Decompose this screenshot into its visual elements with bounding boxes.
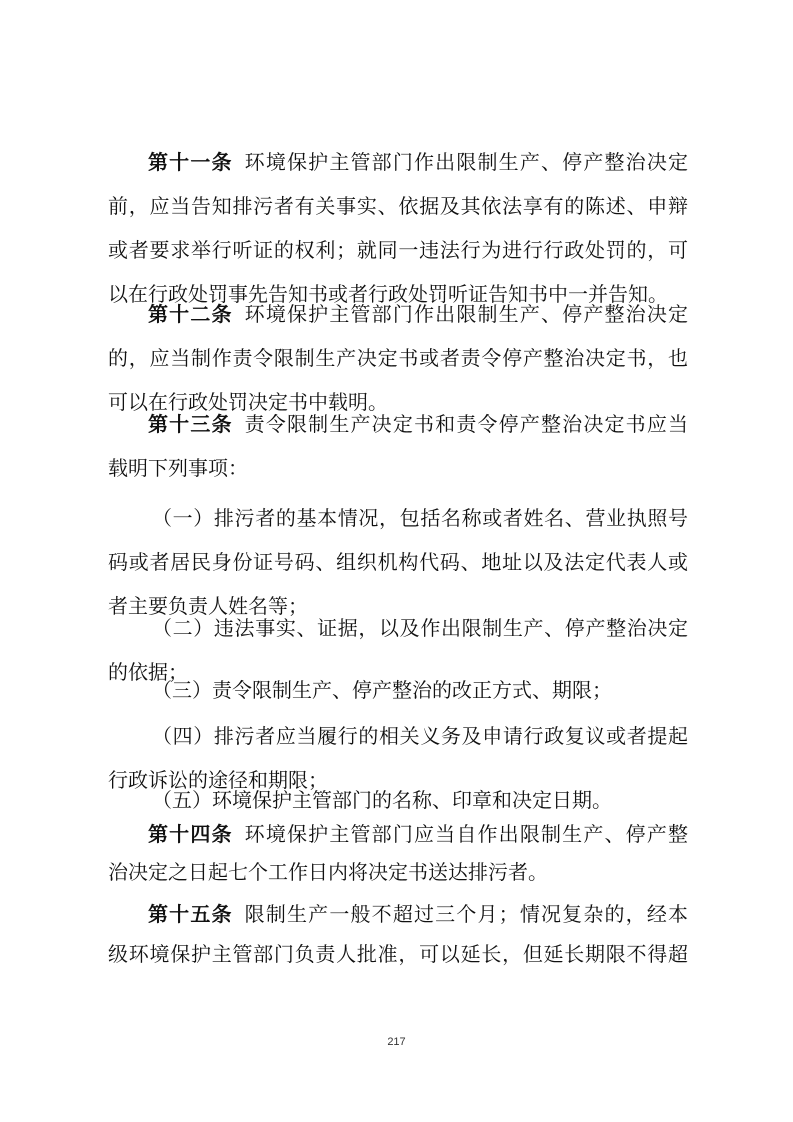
article-13-item-1-line-2: 码或者居民身份证号码、组织机构代码、地址以及法定代表人或 (108, 550, 688, 574)
article-13-line-1 (108, 402, 688, 446)
article-13-item-2-line-1: （二）违法事实、证据，以及作出限制生产、停产整治决定 (152, 616, 688, 640)
article-13-text-1: 责令限制生产决定书和责令停产整治决定书应当 (244, 412, 689, 436)
article-15-line-2: 级环境保护主管部门负责人批准，可以延长，但延长期限不得超 (108, 942, 688, 966)
article-11-line-1 (108, 140, 688, 184)
page-number: 217 (387, 1036, 406, 1048)
article-11-heading: 第十一条 (148, 150, 233, 174)
article-14-text-1: 环境保护主管部门应当自作出限制生产、停产整 (244, 822, 689, 846)
article-12-text-1: 环境保护主管部门作出限制生产、停产整治决定 (244, 302, 689, 326)
article-15-heading: 第十五条 (148, 902, 233, 926)
article-13-item-5-line-1: （五）环境保护主管部门的名称、印章和决定日期。 (152, 788, 612, 812)
article-12-line-3: 可以在行政处罚决定书中载明。 (108, 390, 388, 414)
article-15-text-1: 限制生产一般不超过三个月；情况复杂的，经本 (244, 902, 689, 926)
article-14-line-2: 治决定之日起七个工作日内将决定书送达排污者。 (108, 860, 548, 884)
article-13-item-4-line-1: （四）排污者应当履行的相关义务及申请行政复议或者提起 (152, 724, 688, 748)
article-11-text-1: 环境保护主管部门作出限制生产、停产整治决定 (244, 150, 689, 174)
article-12-line-1 (108, 292, 688, 336)
article-11-line-3: 或者要求举行听证的权利；就同一违法行为进行行政处罚的，可 (108, 238, 688, 262)
article-15-line-1 (108, 892, 688, 936)
article-13-heading: 第十三条 (148, 412, 233, 436)
article-13-line-2: 载明下列事项： (108, 456, 248, 480)
article-11-line-4: 以在行政处罚事先告知书或者行政处罚听证告知书中一并告知。 (108, 282, 668, 306)
article-13-item-2-line-2: 的依据； (108, 660, 188, 684)
article-13-item-4-line-2: 行政诉讼的途径和期限； (108, 768, 328, 792)
article-12-heading: 第十二条 (148, 302, 233, 326)
article-12-line-2: 的，应当制作责令限制生产决定书或者责令停产整治决定书，也 (108, 346, 688, 370)
article-13-item-1-line-3: 者主要负责人姓名等； (108, 594, 308, 618)
article-11-line-2: 前，应当告知排污者有关事实、依据及其依法享有的陈述、申辩 (108, 194, 688, 218)
article-13-item-3-line-1: （三）责令限制生产、停产整治的改正方式、期限； (152, 678, 612, 702)
article-13-item-1-line-1: （一）排污者的基本情况，包括名称或者姓名、营业执照号 (152, 506, 688, 530)
article-14-heading: 第十四条 (148, 822, 233, 846)
